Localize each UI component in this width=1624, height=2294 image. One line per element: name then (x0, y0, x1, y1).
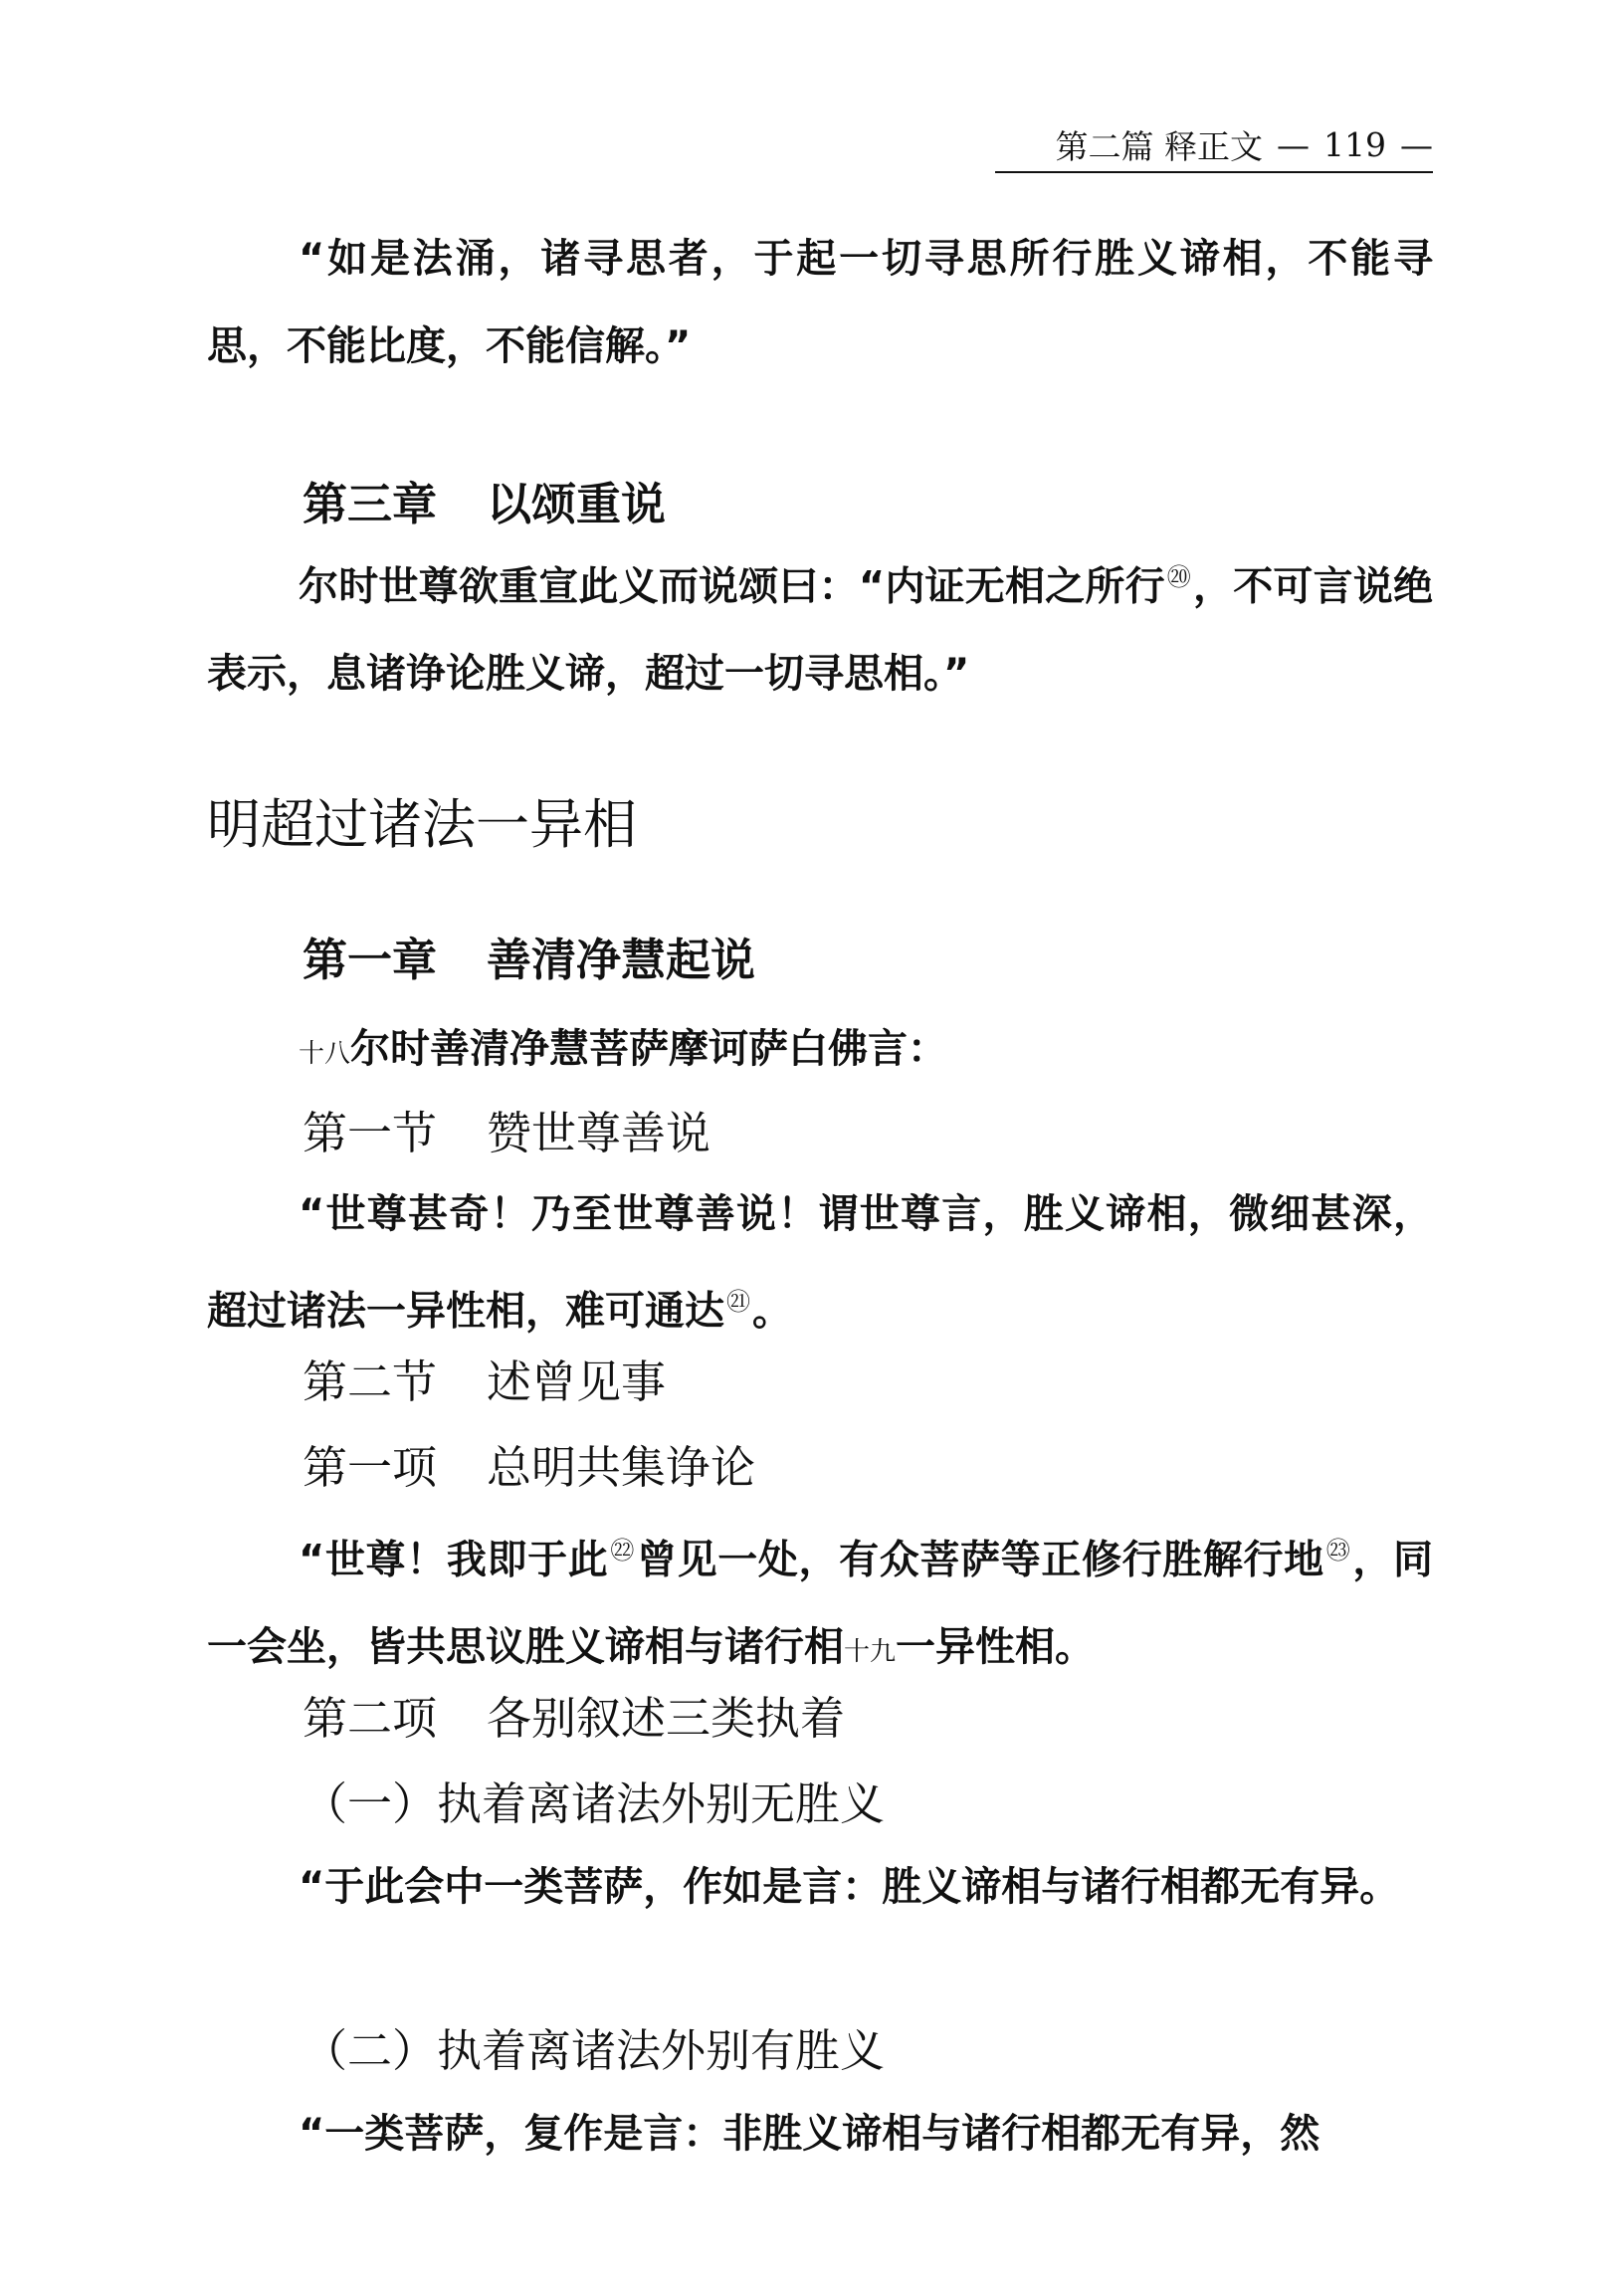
chapter-3-title: 以颂重说 (487, 478, 667, 530)
paragraph-5-text-b: 曾见一处，有众菩萨等正修行胜解行地 (637, 1537, 1324, 1583)
header-section-title: 第二篇 释正文 (1055, 126, 1263, 166)
item-1-heading (207, 1431, 1528, 1496)
paragraph-4-text-a: “世尊甚奇！乃至世尊善说！谓世尊言，胜义谛相，微细甚深，超过诸法一异性相，难可通达 (207, 1191, 1433, 1335)
footnote-marker-21: ㉑ (726, 1288, 750, 1316)
item-2-number: 第二项 (303, 1692, 438, 1745)
paragraph-1: “如是法涌，诸寻思者，于起一切寻思所行胜义谛相，不能寻思，不能比度，不能信解。” (207, 236, 1433, 369)
running-header (995, 117, 1433, 173)
paragraph-4-text-b: 。 (752, 1288, 792, 1335)
item-2-heading (207, 1682, 1528, 1747)
paragraph-7: “一类菩萨，复作是言：非胜义谛相与诸行相都无有异，然 (299, 2111, 1320, 2157)
paragraph-2 (207, 533, 1433, 718)
section-2-number: 第二节 (303, 1356, 438, 1408)
paragraph-2-text-a: 尔时世尊欲重宣此义而说颂曰：“内证无相之所行 (299, 563, 1165, 610)
paragraph-2-text-b: ，不可言说绝表示，息诸诤论胜义谛，超过一切寻思相。” (207, 563, 1434, 698)
item-2-title: 各别叙述三类执着 (487, 1692, 846, 1745)
header-page-number: 119 (1323, 124, 1386, 164)
footnote-marker-20: ⑳ (1166, 563, 1191, 591)
footnote-marker-22: ㉒ (610, 1537, 635, 1564)
header-dash-right: — (1400, 124, 1433, 164)
chapter-1-title: 善清净慧起说 (487, 934, 756, 986)
section-1-heading (207, 1097, 1528, 1161)
item-1-title: 总明共集诤论 (487, 1441, 756, 1494)
paragraph-5-text-c: ，同一会坐，皆共思议胜义谛相与诸行相 (207, 1537, 1434, 1671)
paragraph-4 (207, 1170, 1433, 1355)
section-2-title: 述曾见事 (487, 1356, 667, 1408)
section-marker-19: 十九 (844, 1637, 897, 1668)
paragraph-3 (207, 1017, 1524, 1074)
section-marker-18: 十八 (299, 1039, 351, 1069)
item-1-number: 第一项 (303, 1441, 438, 1494)
footnote-marker-23: ㉓ (1325, 1537, 1351, 1564)
section-2-heading (207, 1346, 1528, 1410)
paragraph-5 (207, 1507, 1433, 1696)
chapter-1-number: 第一章 (303, 934, 438, 986)
paragraph-5-text-d: 一异性相。 (896, 1624, 1096, 1671)
chapter-3-number: 第三章 (303, 478, 438, 530)
subitem-2-heading: （二）执着离诸法外别有胜义 (303, 2024, 886, 2077)
paragraph-3-text: 尔时善清净慧菩萨摩诃萨白佛言： (350, 1026, 948, 1072)
section-title: 明超过诸法一异相 (207, 793, 637, 856)
section-1-number: 第一节 (303, 1107, 438, 1159)
section-1-title: 赞世尊善说 (487, 1107, 711, 1159)
header-dash-left: — (1277, 124, 1310, 164)
chapter-1-heading (207, 924, 1528, 988)
chapter-3-heading (207, 468, 1528, 532)
paragraph-5-text-a: “世尊！我即于此 (299, 1537, 609, 1583)
paragraph-6: “于此会中一类菩萨，作如是言：胜义谛相与诸行相都无有异。 (299, 1864, 1400, 1910)
subitem-1-heading: （一）执着离诸法外别无胜义 (303, 1777, 886, 1830)
